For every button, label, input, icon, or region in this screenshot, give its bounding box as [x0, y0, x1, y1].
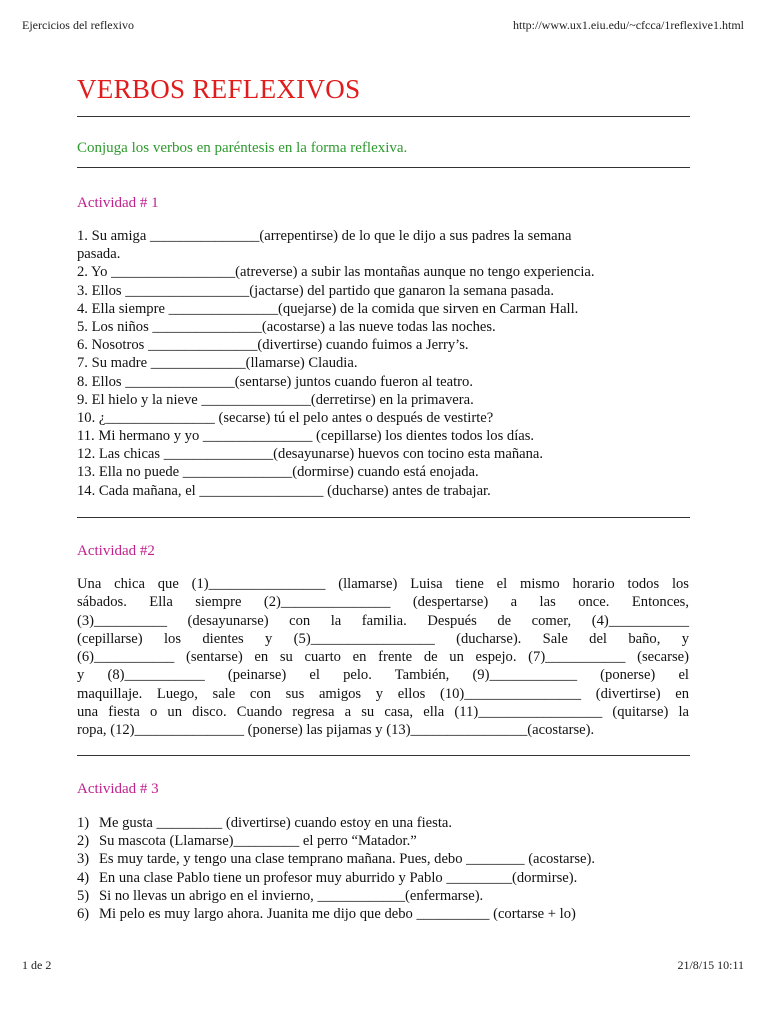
activity3-list: [77, 814, 697, 923]
divider: [77, 116, 690, 117]
activity2-paragraph: [77, 575, 689, 740]
item-number: 5): [77, 887, 90, 904]
paragraph-line: Una chica que (1)________________ (llamarse) Luisa tiene el mismo horario todos los: [77, 576, 689, 592]
paragraph-line: una fiesta o un disco. Cuando regresa a su casa, ella (11)_________________ (quitarse) la: [77, 704, 689, 721]
instructions: Conjuga los verbos en paréntesis en la forma reflexiva.: [77, 140, 408, 156]
page-title: VERBOS REFLEXIVOS: [77, 74, 361, 104]
paragraph-line: maquillaje. Luego, sale con sus amigos y ellos (10)________________ (divertirse) en: [77, 685, 689, 702]
item-number: 3): [77, 851, 90, 868]
exercise-line: 1. Su amiga _______________(arrepentirse) de lo que le dijo a sus padres la semana: [77, 228, 572, 244]
exercise-line: 4. Ella siempre _______________(quejarse) de la comida que sirven en Carman Hall.: [77, 300, 579, 317]
list-item: [77, 905, 697, 923]
browser-page-title: Ejercicios del reflexivo: [22, 18, 134, 32]
print-datetime: 21/8/15 10:11: [677, 958, 744, 972]
item-number: 4): [77, 869, 90, 886]
activity3-title: Actividad # 3: [77, 781, 159, 797]
exercise-line: 14. Cada mañana, el _________________ (ducharse) antes de trabajar.: [77, 482, 491, 499]
list-item: [77, 832, 697, 850]
activity1-title: Actividad # 1: [77, 195, 159, 211]
browser-url: http://www.ux1.eiu.edu/~cfcca/1reflexive1.html: [513, 18, 744, 32]
paragraph-line: ropa, (12)_______________ (ponerse) las pijamas y (13)________________(acostarse).: [77, 722, 595, 739]
exercise-line: 2. Yo _________________(atreverse) a subir las montañas aunque no tengo experiencia.: [77, 264, 595, 281]
list-item: [77, 850, 697, 868]
page-number: 1 de 2: [22, 958, 52, 972]
exercise-line: 5. Los niños _______________(acostarse) a las nueve todas las noches.: [77, 318, 496, 335]
exercise-line: 10. ¿_______________ (secarse) tú el pelo antes o después de vestirte?: [77, 409, 494, 426]
divider: [77, 755, 690, 756]
exercise-line: pasada.: [77, 246, 121, 263]
divider: [77, 167, 690, 168]
activity2-title: Actividad #2: [77, 543, 155, 559]
exercise-line: 6. Nosotros _______________(divertirse) cuando fuimos a Jerry’s.: [77, 337, 469, 354]
item-number: 1): [77, 815, 90, 831]
item-number: 2): [77, 833, 90, 850]
activity1-exercises: [77, 227, 689, 500]
exercise-line: 8. Ellos _______________(sentarse) juntos cuando fueron al teatro.: [77, 373, 473, 390]
item-text: Es muy tarde, y tengo una clase temprano mañana. Pues, debo ________ (acostarse).: [99, 851, 596, 868]
list-item: [77, 814, 697, 832]
item-text: Mi pelo es muy largo ahora. Juanita me dijo que debo __________ (cortarse + lo): [99, 905, 576, 922]
paragraph-line: (cepillarse) los dientes y (5)_________________ (ducharse). Sale del baño, y: [77, 630, 689, 647]
paragraph-line: y (8)___________ (peinarse) el pelo. También, (9)____________ (ponerse) el: [77, 667, 689, 684]
list-item: [77, 869, 697, 887]
paragraph-line: sábados. Ella siempre (2)_______________ (despertarse) a las once. Entonces,: [77, 594, 689, 611]
list-item: [77, 887, 697, 905]
exercise-line: 11. Mi hermano y yo _______________ (cepillarse) los dientes todos los días.: [77, 428, 535, 445]
exercise-line: 7. Su madre _____________(llamarse) Claudia.: [77, 355, 358, 372]
item-text: Si no llevas un abrigo en el invierno, ____________(enfermarse).: [99, 887, 484, 904]
divider: [77, 517, 690, 518]
exercise-line: 13. Ella no puede _______________(dormirse) cuando está enojada.: [77, 464, 479, 481]
exercise-line: 9. El hielo y la nieve _______________(derretirse) en la primavera.: [77, 391, 474, 408]
paragraph-line: (3)__________ (desayunarse) con la familia. Después de comer, (4)___________: [77, 612, 689, 629]
item-text: En una clase Pablo tiene un profesor muy aburrido y Pablo _________(dormirse).: [99, 869, 578, 886]
exercise-line: 12. Las chicas _______________(desayunarse) huevos con tocino esta mañana.: [77, 446, 544, 463]
item-text: Me gusta _________ (divertirse) cuando estoy en una fiesta.: [99, 815, 452, 831]
exercise-line: 3. Ellos _________________(jactarse) del partido que ganaron la semana pasada.: [77, 282, 554, 299]
paragraph-line: (6)___________ (sentarse) en su cuarto en frente de un espejo. (7)___________ (secarse): [77, 649, 689, 666]
item-text: Su mascota (Llamarse)_________ el perro “Matador.”: [99, 833, 417, 850]
item-number: 6): [77, 905, 90, 922]
